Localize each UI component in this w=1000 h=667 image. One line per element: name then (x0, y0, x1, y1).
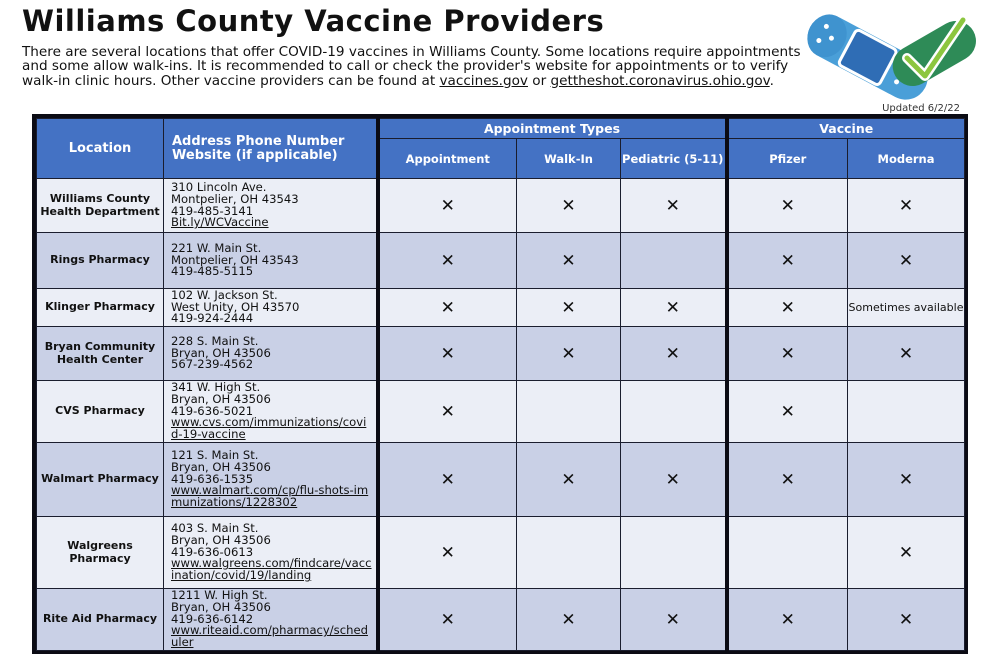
address-line: Montpelier, OH 43543 (171, 193, 299, 206)
cell-pediatric (621, 381, 727, 443)
cell-walk-in: ✕ (517, 443, 621, 517)
intro-end: . (769, 72, 774, 89)
provider-address (164, 179, 378, 233)
cell-pfizer: ✕ (727, 179, 848, 233)
cell-appointment: ✕ (378, 517, 517, 589)
table-row (37, 381, 965, 443)
cell-moderna: ✕ (848, 233, 965, 289)
cell-walk-in: ✕ (517, 327, 621, 381)
header-location: Location (37, 119, 164, 179)
cell-moderna (848, 381, 965, 443)
provider-phone: 419-924-2444 (171, 313, 254, 326)
table-row (37, 589, 965, 651)
header-appointment: Appointment (378, 139, 517, 179)
address-line: 1211 W. High St. (171, 590, 268, 602)
cell-walk-in (517, 517, 621, 589)
provider-name: Klinger Pharmacy (37, 289, 164, 327)
provider-name: Williams County Health Department (37, 179, 164, 233)
table-row (37, 179, 965, 233)
availability-note: Sometimes available (848, 300, 964, 314)
cell-pediatric: ✕ (621, 443, 727, 517)
updated-date: Updated 6/2/22 (882, 103, 960, 114)
cell-walk-in: ✕ (517, 589, 621, 651)
cell-pfizer: ✕ (727, 327, 848, 381)
provider-website-link[interactable]: www.riteaid.com/pharmacy/scheduler (171, 623, 368, 650)
header-appointment-types: Appointment Types (378, 119, 727, 139)
header-walk-in: Walk-In (517, 139, 621, 179)
cell-appointment: ✕ (378, 179, 517, 233)
header-address: Address Phone Number Website (if applicable) (164, 119, 378, 179)
cell-moderna: ✕ (848, 443, 965, 517)
address-line: 228 S. Main St. (171, 335, 259, 348)
provider-phone: 419-636-1535 (171, 473, 254, 486)
provider-phone: 419-485-3141 (171, 205, 254, 218)
cell-moderna: ✕ (848, 517, 965, 589)
cell-pediatric (621, 517, 727, 589)
provider-phone: 419-636-0613 (171, 546, 254, 559)
providers-table (32, 114, 968, 654)
provider-name: Rings Pharmacy (37, 233, 164, 289)
provider-address (164, 233, 378, 289)
header-pfizer: Pfizer (727, 139, 848, 179)
provider-address (164, 381, 378, 443)
cell-appointment: ✕ (378, 289, 517, 327)
cell-pediatric: ✕ (621, 289, 727, 327)
table-row (37, 327, 965, 381)
intro-paragraph (22, 45, 802, 88)
provider-name: Walgreens Pharmacy (37, 517, 164, 589)
cell-walk-in: ✕ (517, 289, 621, 327)
provider-website-link[interactable]: Bit.ly/WCVaccine (171, 215, 269, 230)
vaccines-gov-link[interactable]: vaccines.gov (439, 72, 528, 89)
cell-walk-in (517, 381, 621, 443)
address-line: Bryan, OH 43506 (171, 534, 271, 547)
table-row (37, 289, 965, 327)
table-row (37, 517, 965, 589)
provider-phone: 567-239-4562 (171, 359, 254, 372)
intro-text: There are several locations that offer COVID-19 vaccines in Williams County. Some locations require appointments and some allow walk-ins. It is recommended to call or check the provider's website for appointments or to verify walk-in clinic hours. Other vaccine providers can be found at (22, 44, 801, 89)
gettheshot-link[interactable]: gettheshot.coronavirus.ohio.gov (550, 72, 770, 89)
header-moderna: Moderna (848, 139, 965, 179)
provider-address (164, 289, 378, 327)
provider-name: Walmart Pharmacy (37, 443, 164, 517)
cell-pediatric (621, 233, 727, 289)
address-line: 310 Lincoln Ave. (171, 181, 267, 194)
header-vaccine: Vaccine (727, 119, 965, 139)
cell-moderna: ✕ (848, 589, 965, 651)
address-line: 341 W. High St. (171, 382, 261, 394)
address-line: 121 S. Main St. (171, 450, 259, 462)
provider-phone: 419-636-6142 (171, 613, 254, 626)
intro-middle: or (527, 72, 551, 89)
table-row (37, 443, 965, 517)
address-line: West Unity, OH 43570 (171, 301, 300, 314)
provider-address (164, 443, 378, 517)
address-line: Bryan, OH 43506 (171, 601, 271, 614)
table-row (37, 233, 965, 289)
cell-appointment: ✕ (378, 327, 517, 381)
address-line: 102 W. Jackson St. (171, 289, 278, 302)
provider-phone: 419-636-5021 (171, 405, 254, 418)
cell-appointment: ✕ (378, 443, 517, 517)
address-line: Montpelier, OH 43543 (171, 254, 299, 267)
provider-phone: 419-485-5115 (171, 266, 254, 279)
address-line: Bryan, OH 43506 (171, 461, 271, 474)
address-line: 221 W. Main St. (171, 242, 262, 255)
cell-appointment: ✕ (378, 589, 517, 651)
provider-address (164, 589, 378, 651)
cell-pfizer: ✕ (727, 289, 848, 327)
cell-pediatric: ✕ (621, 589, 727, 651)
provider-name: CVS Pharmacy (37, 381, 164, 443)
provider-name: Bryan Community Health Center (37, 327, 164, 381)
cell-pediatric: ✕ (621, 327, 727, 381)
address-line: Bryan, OH 43506 (171, 347, 271, 360)
cell-pfizer: ✕ (727, 443, 848, 517)
cell-pfizer: ✕ (727, 381, 848, 443)
address-line: Bryan, OH 43506 (171, 393, 271, 406)
provider-website-link[interactable]: www.cvs.com/immunizations/covid-19-vaccine (171, 415, 367, 442)
bandage-checkmark-icon (795, 6, 980, 102)
cell-pfizer: ✕ (727, 589, 848, 651)
cell-appointment: ✕ (378, 381, 517, 443)
provider-address (164, 517, 378, 589)
cell-moderna: ✕ (848, 327, 965, 381)
header-pediatric: Pediatric (5-11) (621, 139, 727, 179)
provider-website-link[interactable]: www.walmart.com/cp/flu-shots-immunizations/1228302 (171, 483, 369, 510)
cell-moderna (848, 289, 965, 327)
cell-pfizer (727, 517, 848, 589)
cell-pfizer: ✕ (727, 233, 848, 289)
address-line: 403 S. Main St. (171, 523, 259, 535)
cell-walk-in: ✕ (517, 233, 621, 289)
cell-appointment: ✕ (378, 233, 517, 289)
cell-moderna: ✕ (848, 179, 965, 233)
provider-website-link[interactable]: www.walgreens.com/findcare/vaccination/covid/19/landing (171, 556, 372, 583)
cell-pediatric: ✕ (621, 179, 727, 233)
provider-address (164, 327, 378, 381)
page-title: Williams County Vaccine Providers (22, 4, 605, 38)
provider-name: Rite Aid Pharmacy (37, 589, 164, 651)
cell-walk-in: ✕ (517, 179, 621, 233)
